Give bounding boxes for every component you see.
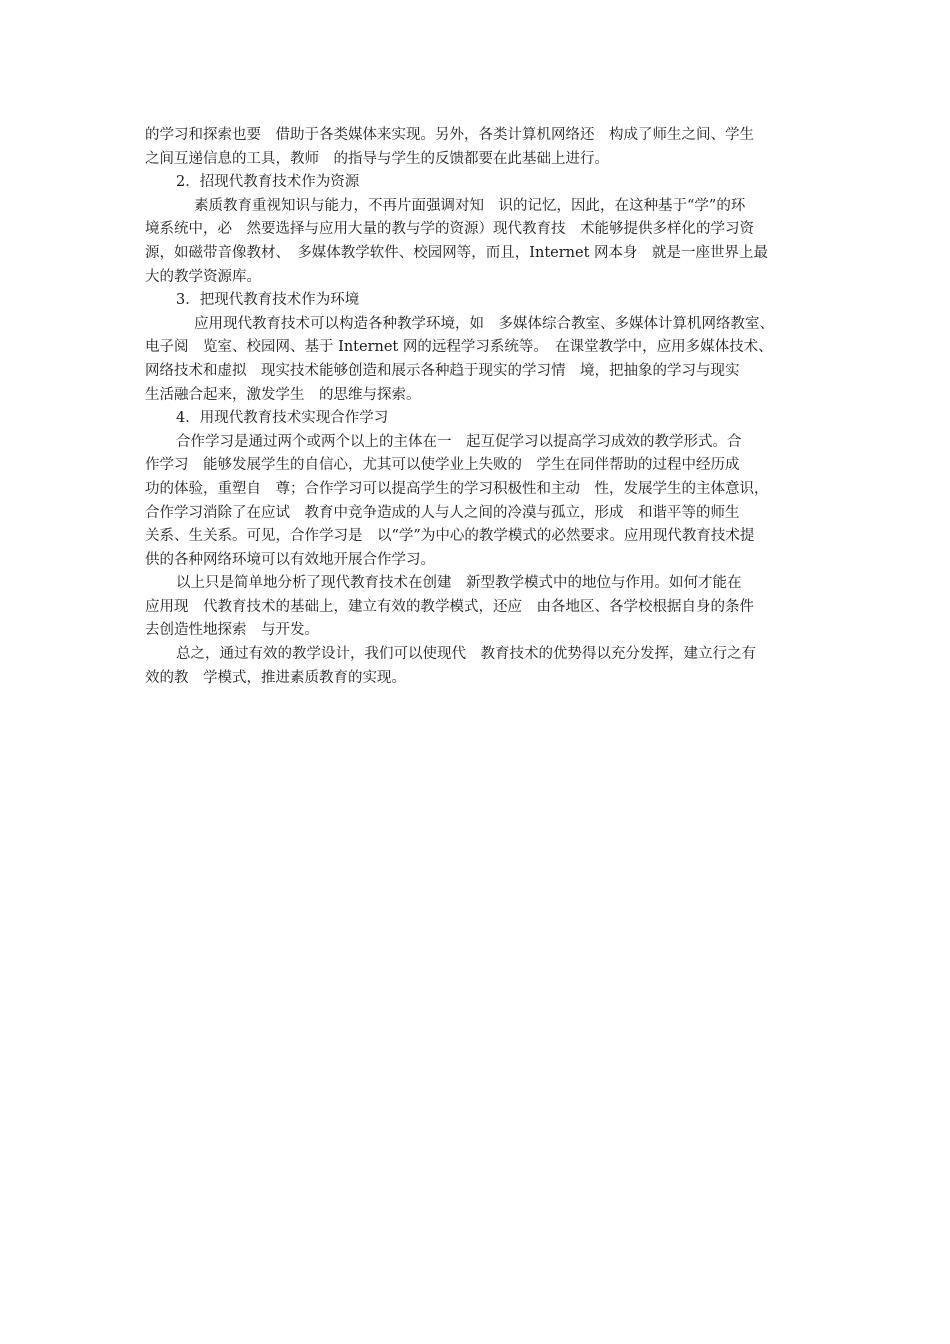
text-line: 境系统中，必 然要选择与应用大量的教与学的资源）现代教育技 术能够提供多样化的学习资 — [145, 221, 754, 238]
text-line: 电子阅 览室、校园网、基于 Internet 网的远程学习系统等。 在课堂教学中，应用多媒体技术、 — [145, 339, 773, 356]
document-body — [145, 124, 813, 690]
text-line: 网络技术和虚拟 现实技术能够创造和展示各种趋于现实的学习情 境，把抽象的学习与现实 — [145, 362, 740, 379]
text-line: 去创造性地探索 与开发。 — [145, 622, 319, 639]
text-line: 总之，通过有效的教学设计，我们可以使现代 教育技术的优势得以充分发挥，建立行之有 — [176, 646, 756, 663]
text-line: 2．招现代教育技术作为资源 — [176, 174, 360, 191]
text-line: 之间互递信息的工具，教师 的指导与学生的反馈都要在此基础上进行。 — [145, 150, 609, 167]
text-line: 应用现 代教育技术的基础上，建立有效的教学模式，还应 由各地区、各学校根据自身的条件 — [145, 598, 754, 615]
text-line: 4．用现代教育技术实现合作学习 — [176, 410, 389, 427]
text-line: 应用现代教育技术可以构造各种教学环境，如 多媒体综合教室、多媒体计算机网络教室、 — [194, 315, 774, 332]
text-line: 关系、生关系。可见，合作学习是 以“学”为中心的教学模式的必然要求。应用现代教育技术提 — [145, 528, 755, 545]
text-line: 源，如磁带音像教材、 多媒体教学软件、校园网等，而且，Internet 网本身 就是一座世界上最 — [145, 244, 769, 261]
text-line: 合作学习是通过两个或两个以上的主体在一 起互促学习以提高学习成效的教学形式。合 — [176, 433, 742, 450]
text-line: 的学习和探索也要 借助于各类媒体来实现。另外，各类计算机网络还 构成了师生之间、学生 — [145, 127, 754, 143]
text-line: 3．把现代教育技术作为环境 — [176, 292, 360, 309]
text-line: 以上只是简单地分析了现代教育技术在创建 新型教学模式中的地位与作用。如何才能在 — [176, 575, 742, 592]
text-line: 效的教 学模式，推进素质教育的实现。 — [145, 669, 406, 686]
text-line: 生活融合起来，激发学生 的思维与探索。 — [145, 386, 421, 403]
text-line: 作学习 能够发展学生的自信心，尤其可以使学业上失败的 学生在同伴帮助的过程中经历成 — [145, 457, 740, 474]
text-line: 大的教学资源库。 — [145, 268, 261, 285]
text-line: 合作学习消除了在应试 教育中竞争造成的人与人之间的冷漠与孤立，形成 和谐平等的师生 — [145, 504, 740, 521]
text-line: 素质教育重视知识与能力，不再片面强调对知 识的记忆，因此，在这种基于“学”的环 — [194, 197, 746, 214]
text-line: 功的体验，重塑自 尊；合作学习可以提高学生的学习积极性和主动 性，发展学生的主体意识， — [145, 480, 769, 497]
text-line: 供的各种网络环境可以有效地开展合作学习。 — [145, 551, 435, 568]
